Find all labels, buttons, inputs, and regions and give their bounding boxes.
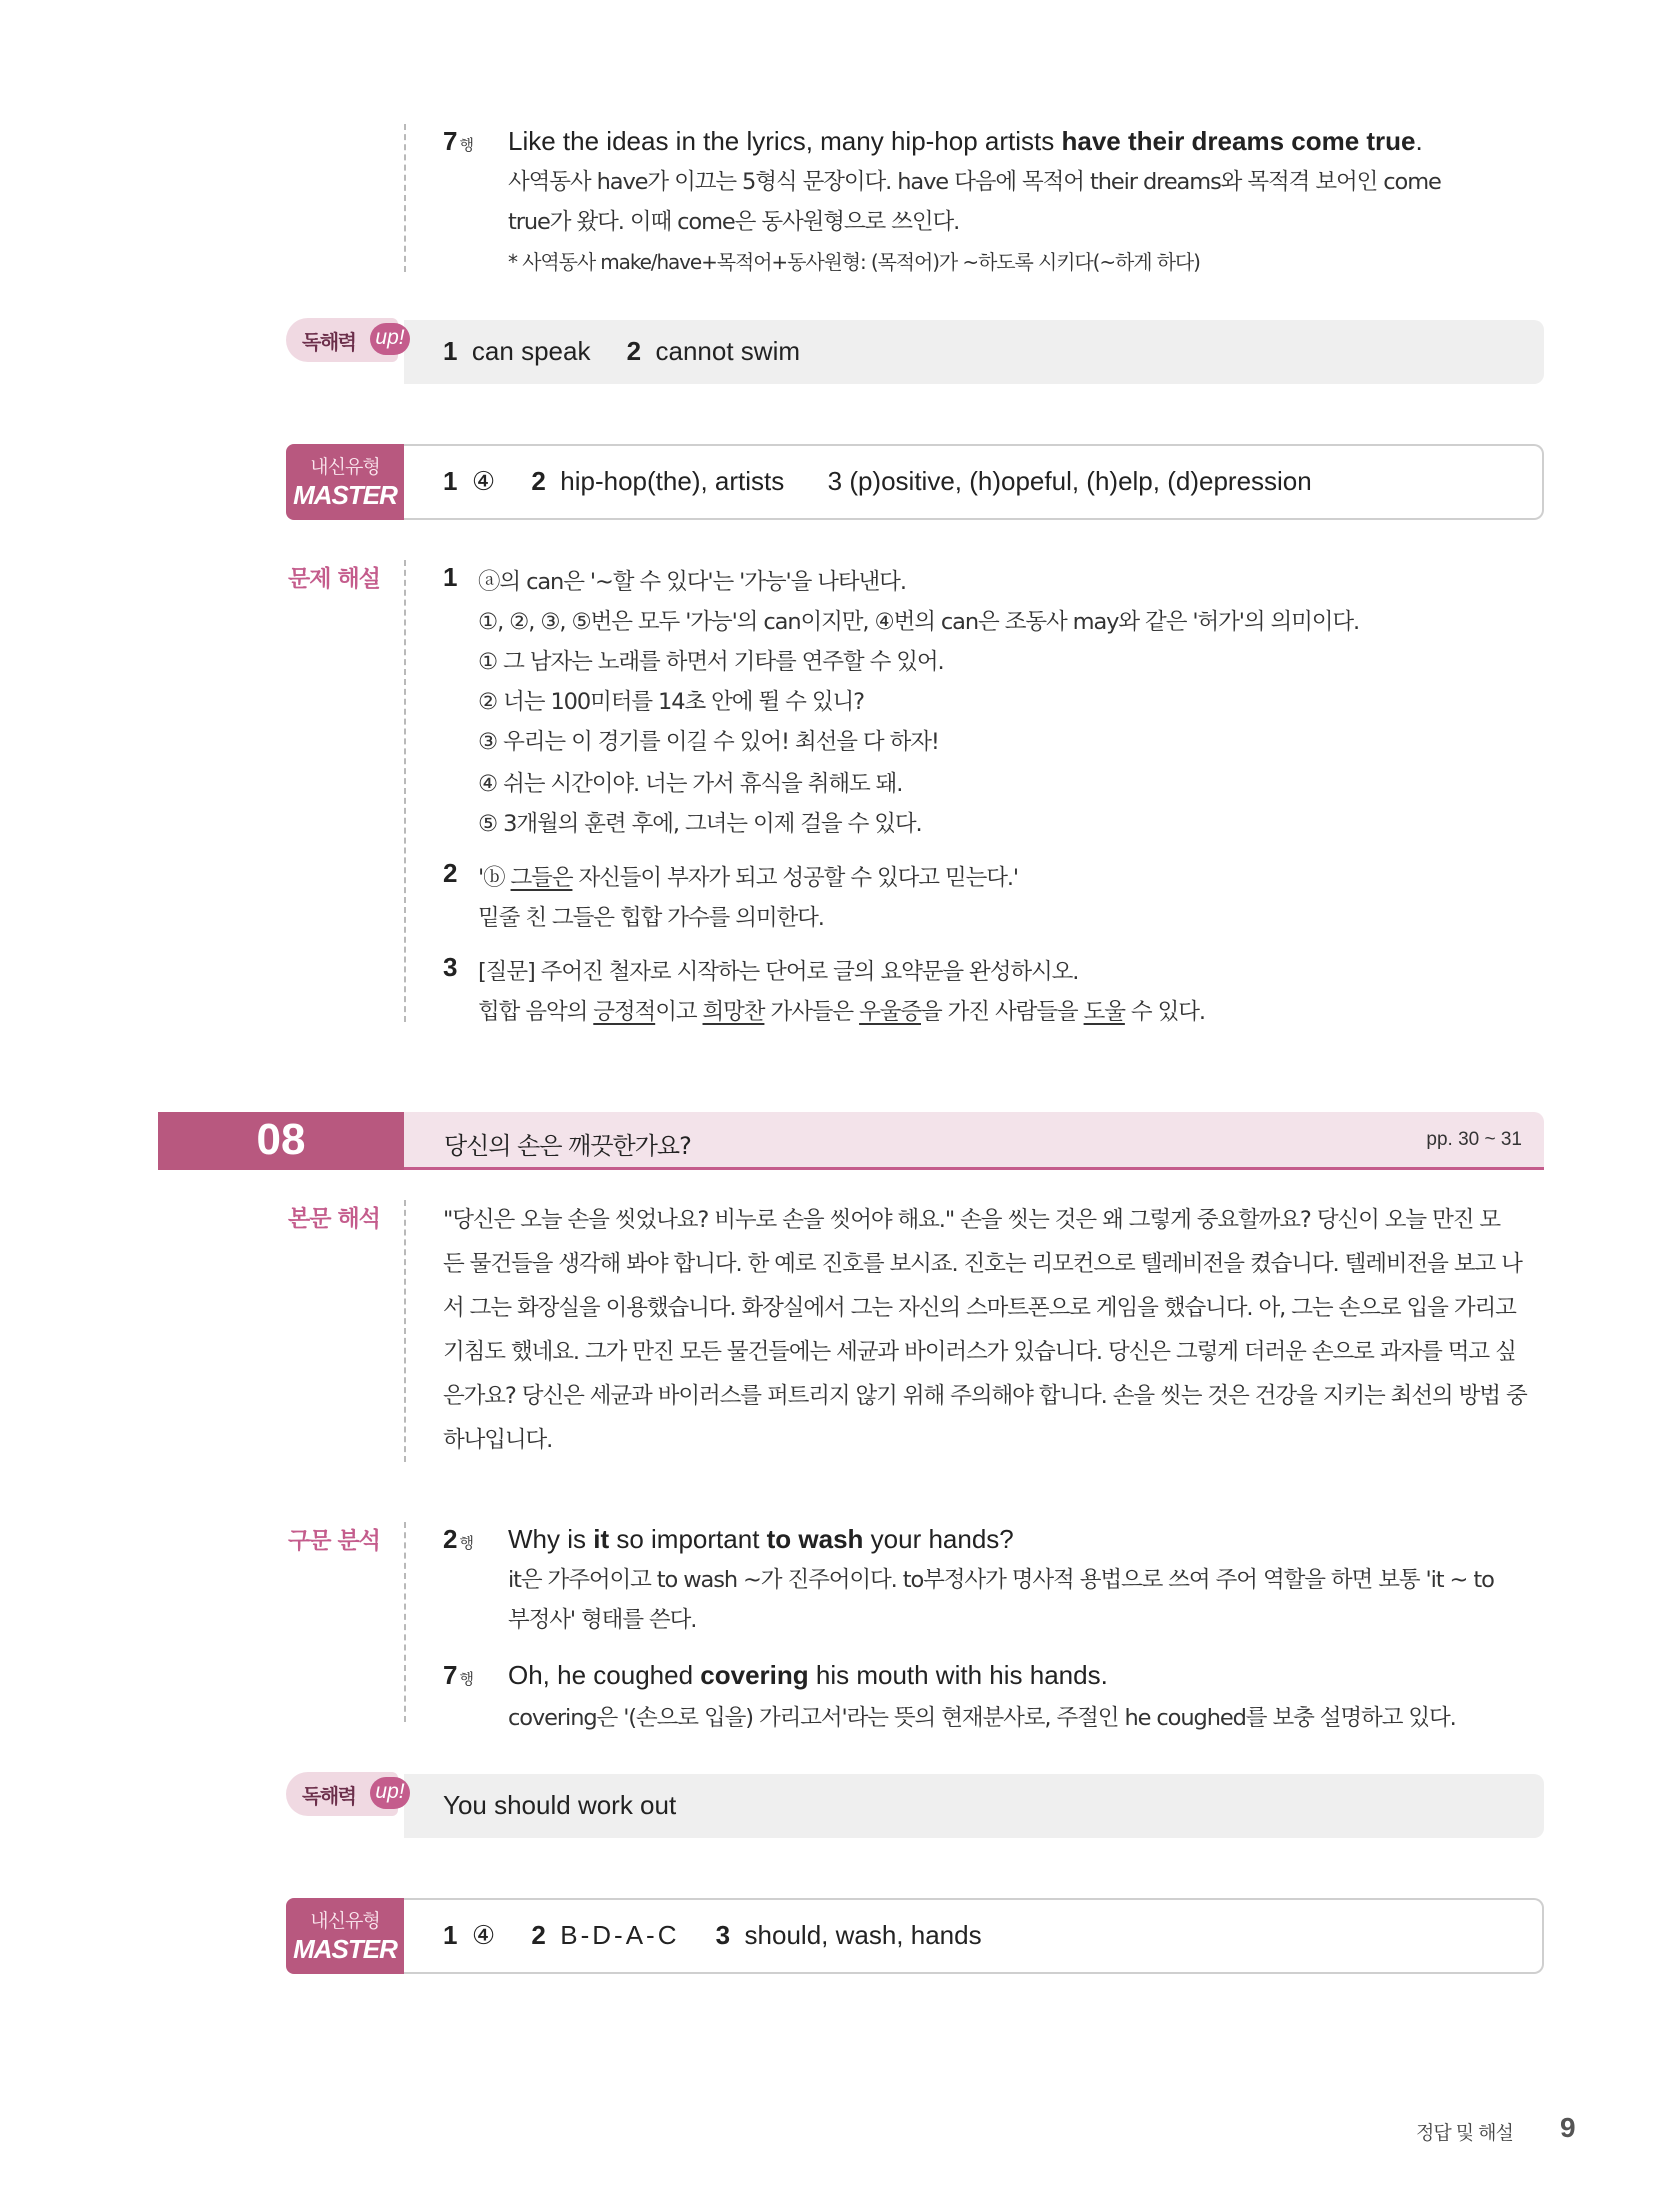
q1-item: ④ 쉬는 시간이야. 너는 가서 휴식을 취해도 돼.	[478, 771, 903, 797]
example-sentence: Why is it so important to wash your hands?	[508, 1524, 1014, 1554]
translation-line: 하나입니다.	[443, 1427, 553, 1453]
q1-item: ② 너는 100미터를 14초 안에 뛸 수 있니?	[478, 689, 864, 715]
translation-line: 기침도 했네요. 그가 만진 모든 물건들에는 세균과 바이러스가 있습니다. 당신은 그렇게 더러운 손으로 과자를 먹고 싶	[443, 1339, 1516, 1365]
reading-up-answers: 1 can speak 2 cannot swim	[443, 336, 800, 366]
translation-label: 본문 해석	[288, 1206, 380, 1232]
q1-item: ③ 우리는 이 경기를 이길 수 있어! 최선을 다 하자!	[478, 729, 939, 755]
syntax-label: 구문 분석	[288, 1528, 380, 1554]
q2-number: 2	[443, 858, 458, 888]
q1-main: ⓐ의 can은 '~할 수 있다'는 '가능'을 나타낸다.	[478, 569, 906, 595]
q3-main: [질문] 주어진 철자로 시작하는 단어로 글의 요약문을 완성하시오.	[478, 959, 1079, 985]
example-sentence: Like the ideas in the lyrics, many hip-hop artists have their dreams come true.	[508, 126, 1423, 156]
master-tag-top: 내신유형	[310, 1910, 380, 1932]
master-tag-top: 내신유형	[310, 456, 380, 478]
q1-item: ① 그 남자는 노래를 하면서 기타를 연주할 수 있어.	[478, 649, 944, 675]
explanation-note: * 사역동사 make/have+목적어+동사원형: (목적어)가 ~하도록 시키다(~하게 하다)	[508, 250, 1200, 274]
q2-main: 'ⓑ 그들은 자신들이 부자가 되고 성공할 수 있다고 믿는다.'	[478, 865, 1019, 891]
q1-item: ⑤ 3개월의 훈련 후에, 그녀는 이제 걸을 수 있다.	[478, 811, 922, 837]
line-ref: 7 행	[443, 126, 474, 156]
section-title-bar	[404, 1112, 1544, 1170]
up-badge: up!	[370, 323, 410, 355]
translation-line: "당신은 오늘 손을 씻었나요? 비누로 손을 씻어야 해요." 손을 씻는 것은 왜 그렇게 중요할까요? 당신이 오늘 만진 모	[443, 1207, 1501, 1233]
q1-number: 1	[443, 562, 458, 592]
reading-up-answer: You should work out	[443, 1790, 677, 1820]
explanation-line: it은 가주어이고 to wash ~가 진주어이다. to부정사가 명사적 용법으로 쓰여 주어 역할을 하면 보통 'it ~ to	[508, 1567, 1494, 1593]
footer-label: 정답 및 해설	[1416, 2122, 1513, 2144]
line-ref: 7 행	[443, 1660, 474, 1690]
q3-number: 3	[443, 952, 458, 982]
q1-sub: ①, ②, ③, ⑤번은 모두 '가능'의 can이지만, ④번의 can은 조동사 may와 같은 '허가'의 의미이다.	[478, 609, 1360, 635]
problem-explanation-label: 문제 해설	[288, 566, 380, 592]
q3-summary: 힙합 음악의 긍정적이고 희망찬 가사들은 우울증을 가진 사람들을 도울 수 있다.	[478, 999, 1205, 1025]
explanation-line: 사역동사 have가 이끄는 5형식 문장이다. have 다음에 목적어 their dreams와 목적격 보어인 come	[508, 169, 1441, 195]
reading-up-label: 독해력	[302, 330, 356, 354]
master-answers: 1 ④ 2 B-D-A-C 3 should, wash, hands	[443, 1920, 982, 1950]
reading-up-label: 독해력	[302, 1784, 356, 1808]
section-number: 08	[158, 1112, 404, 1170]
master-tag-bottom: MASTER	[293, 480, 397, 510]
dashed-divider	[404, 124, 406, 272]
master-tag	[286, 444, 404, 520]
translation-line: 서 그는 화장실을 이용했습니다. 화장실에서 그는 자신의 스마트폰으로 게임을 했습니다. 아, 그는 손으로 입을 가리고	[443, 1295, 1516, 1321]
dashed-divider	[404, 560, 406, 1022]
explanation-line: true가 왔다. 이때 come은 동사원형으로 쓰인다.	[508, 209, 960, 235]
reading-up-tag	[286, 318, 405, 362]
master-tag-bottom: MASTER	[293, 1934, 397, 1964]
q2-sub: 밑줄 친 그들은 힙합 가수를 의미한다.	[478, 905, 824, 931]
dashed-divider	[404, 1522, 406, 1722]
section-title: 당신의 손은 깨끗한가요?	[444, 1132, 691, 1160]
translation-line: 은가요? 당신은 세균과 바이러스를 퍼트리지 않기 위해 주의해야 합니다. 손을 씻는 것은 건강을 지키는 최선의 방법 중	[443, 1383, 1527, 1409]
up-badge: up!	[370, 1777, 410, 1809]
line-ref: 2 행	[443, 1524, 474, 1554]
translation-line: 든 물건들을 생각해 봐야 합니다. 한 예로 진호를 보시죠. 진호는 리모컨으로 텔레비전을 켰습니다. 텔레비전을 보고 나	[443, 1251, 1522, 1277]
explanation-line: 부정사' 형태를 쓴다.	[508, 1607, 697, 1633]
dashed-divider	[404, 1200, 406, 1462]
section-pages: pp. 30 ~ 31	[1426, 1129, 1522, 1150]
example-sentence: Oh, he coughed covering his mouth with his hands.	[508, 1660, 1108, 1690]
master-answers: 1 ④ 2 hip-hop(the), artists 3 (p)ositive, (h)opeful, (h)elp, (d)epression	[443, 466, 1312, 496]
reading-up-tag	[286, 1772, 405, 1816]
master-tag	[286, 1898, 404, 1974]
page-number: 9	[1560, 2112, 1576, 2143]
explanation-line: covering은 '(손으로 입을) 가리고서'라는 뜻의 현재분사로, 주절인 he coughed를 보충 설명하고 있다.	[508, 1705, 1456, 1731]
